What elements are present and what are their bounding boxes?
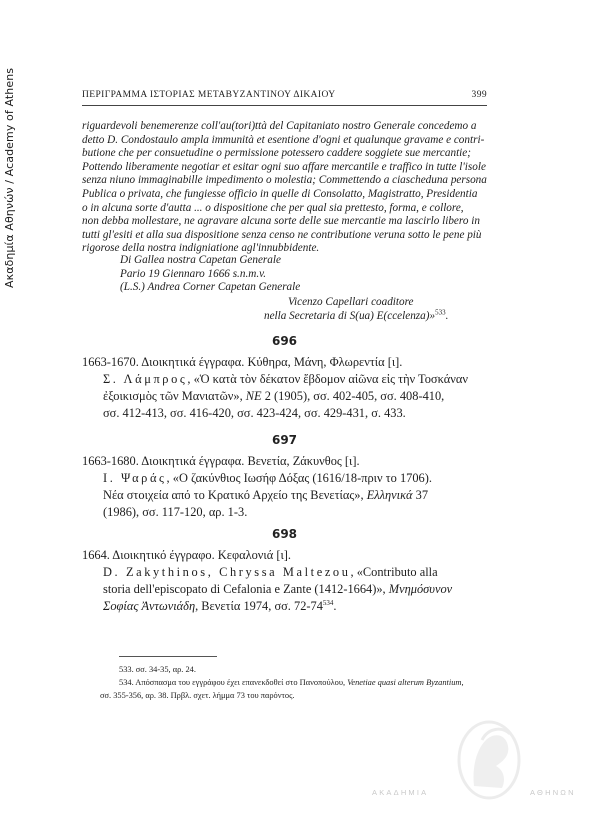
entry-heading: 1663-1680. Διοικητικά έγγραφα. Βενετία, Ζάκυνθος [ι]. (82, 454, 360, 468)
signature-block (120, 254, 490, 295)
entry-citation: storia dell'episcopato di Cefalonia e Zante (1412-1664)», Μνημόσυνον (103, 582, 453, 596)
entry-citation: Ι. Ψαράς, «Ο ζακύνθιος Ιωσήφ Δόξας (1616/18-πριν το 1706). (103, 471, 432, 485)
footnote-rule (119, 656, 217, 657)
entry-citation: Σοφίας Ἀντωνιάδη, Βενετία 1974, σσ. $72-74^{534}$. (103, 598, 337, 613)
side-label: Ακαδημία Αθηνών / Academy of Athens (3, 67, 16, 288)
entry-number: 698 (271, 527, 298, 541)
entry-citation: σσ. 412-413, σσ. 416-420, σσ. 423-424, σσ. 429-431, σ. 433. (103, 406, 406, 420)
entry-citation: Νέα στοιχεία από το Κρατικό Αρχείο της Βενετίας», Ελληνικά 37 (103, 488, 429, 502)
entry-citation: Σ. Λάμπρος, «Ὁ κατὰ τὸν δέκατον ἕβδομον αἰῶνα εἰς τὴν Τοσκάναν (103, 372, 468, 386)
footnote-534: 534. Απόσπασμα του εγγράφου έχει επανεκδοθεί στο Πανοπούλου, Venetiae quasi alterum Byzantium, (119, 678, 464, 687)
entry-citation: (1986), σσ. 117-120, αρ. 1-3. (103, 505, 248, 519)
academy-seal-watermark (452, 716, 526, 802)
footnote-533: 533. σσ. 34-35, αρ. 24. (119, 665, 196, 674)
text-line: non debba mollestare, ne agravare alcuna sorte delle sue mercantie ma lascirlo libero in (82, 215, 480, 228)
footnote-ref[interactable]: 534 (322, 598, 334, 607)
text-line: riguardevoli benemerenze coll'au(tori)ttà del Capitaniato nostro Generale concedemo a (82, 120, 477, 132)
header-rule (82, 105, 487, 106)
text-line: butione che per consuetudine o permissione potessero caddere soggiete sue mercantie; (82, 147, 471, 160)
entry-697 (82, 453, 492, 521)
entry-number: 696 (271, 334, 298, 348)
watermark-text-right: ΑΘΗΝΩΝ (530, 788, 576, 797)
text-line: rigorose della nostra indigniatione agl'innubbidente. (82, 242, 320, 255)
footnote-ref[interactable]: 533 (435, 307, 446, 316)
secretary-line: nella Secretaria di S(ua) E(ccelenza)»$^{533}$. (264, 307, 449, 322)
signature-line: Pario 19 Giennaro 1666 s.n.m.v. (120, 267, 267, 280)
quoted-document-text (82, 120, 487, 256)
signature-line: Di Gallea nostra Capetan Generale (120, 254, 281, 266)
footnotes (100, 663, 492, 702)
entry-number: 697 (271, 433, 298, 447)
signature-line: (L.S.) Andrea Corner Capetan Generale (120, 281, 301, 294)
page-number: 399 (471, 90, 487, 100)
text-line: detto D. Condostaulo ampla immunità et esentione d'ogni et qualunque gravame e contri- (82, 133, 485, 146)
entry-citation: ἐξοικισμὸς τῶν Μανιατῶν», ΝΕ 2 (1905), σσ. 402-405, σσ. 408-410, (103, 389, 445, 403)
running-head-title: ΠΕΡΙΓΡΑΜΜΑ ΙΣΤΟΡΙΑΣ ΜΕΤΑΒΥΖΑΝΤΙΝΟΥ ΔΙΚΑΙΟΥ (82, 90, 336, 100)
footnote-534-continued: σσ. 355-356, αρ. 38. Πρβλ. σχετ. λήμμα 73 του παρόντος. (100, 691, 295, 700)
text-line: Publica o privata, che fungiesse officio in quelle di Consolatto, Magistratto, Presidentia (82, 187, 478, 200)
entry-citation: D. Zakythinos, Chryssa Maltezou, «Contributo alla (103, 565, 438, 579)
text-line: Pottendo liberamente negotiar et esitar ogni suo affare mercantile e traffico in tutte l'isole (82, 160, 486, 173)
text-line: tutti gl'esiti et alla sua dispositione senza censo ne contributione veruna sotto le pene più (82, 228, 482, 241)
text-line: senza niuno immaginabille impedimento o molestia; Commettendo a ciascheduna persona (82, 174, 487, 187)
entry-heading: 1663-1670. Διοικητικά έγγραφα. Κύθηρα, Μάνη, Φλωρεντία [ι]. (82, 355, 403, 369)
entry-698 (82, 547, 492, 615)
entry-696 (82, 354, 492, 422)
secretary-signature (264, 296, 488, 323)
text-line: o in alcuna sorte d'autta ... o dispositione che per qual sia prettesto, forma, e collore, (82, 201, 464, 214)
watermark-text-left: ΑΚΑΔΗΜΙΑ (372, 788, 429, 797)
entry-heading: 1664. Διοικητικό έγγραφο. Κεφαλονιά [ι]. (82, 548, 292, 562)
secretary-line: Vicenzo Capellari coaditore (288, 296, 414, 308)
